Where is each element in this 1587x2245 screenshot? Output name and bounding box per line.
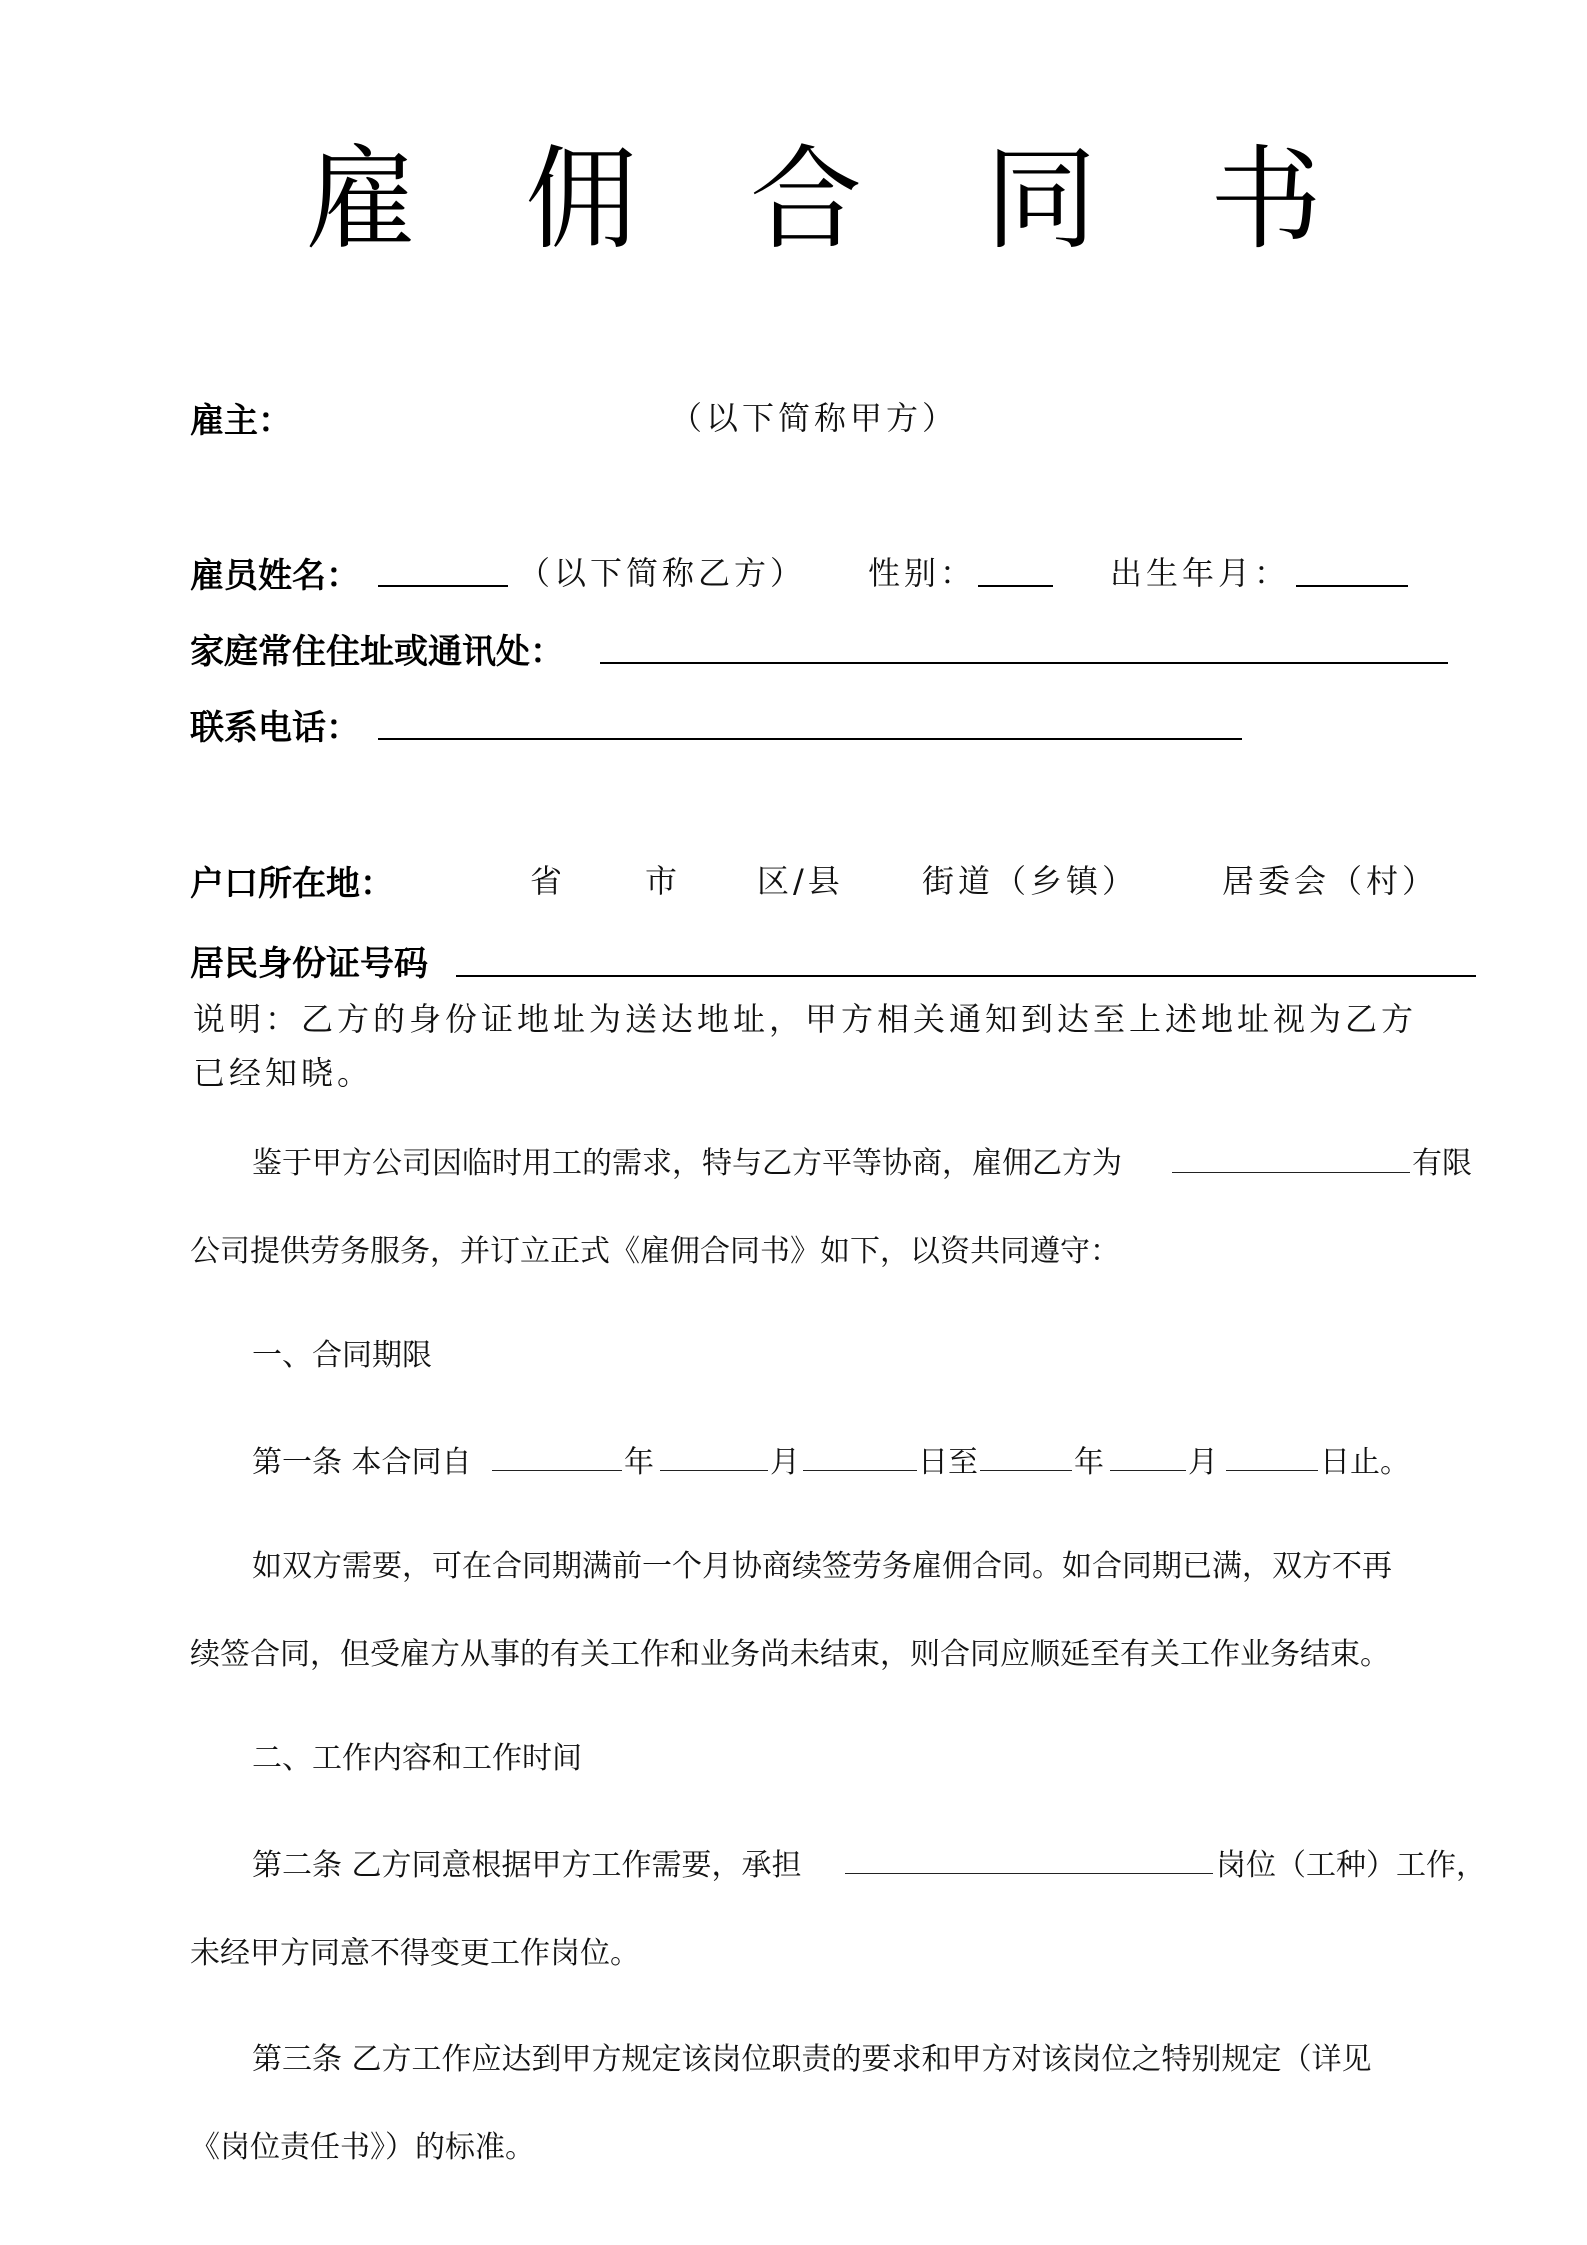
- end-day-unit: 日止。: [1320, 1445, 1410, 1480]
- note-line-1: 说明：乙方的身份证地址为送达地址，甲方相关通知到达至上述地址视为乙方: [193, 1000, 1418, 1038]
- article-1-text: 第一条 本合同自: [252, 1445, 472, 1480]
- position-field[interactable]: [845, 1873, 1213, 1874]
- gender-field[interactable]: [978, 585, 1053, 587]
- title-char-2: 佣: [525, 135, 637, 265]
- hukou-committee: 居委会（村）: [1222, 862, 1439, 900]
- section-2-heading: 二、工作内容和工作时间: [252, 1741, 582, 1776]
- article-2-end: 岗位（工种）工作，: [1216, 1848, 1486, 1883]
- end-day-field[interactable]: [1226, 1470, 1318, 1471]
- start-year-field[interactable]: [492, 1470, 622, 1471]
- note-line-2: 已经知晓。: [193, 1054, 374, 1092]
- hukou-district: 区/县: [757, 862, 844, 900]
- title-char-1: 雇: [305, 135, 417, 265]
- id-label: 居民身份证号码: [190, 944, 428, 984]
- phone-field[interactable]: [378, 738, 1242, 740]
- renew-line-1: 如双方需要，可在合同期满前一个月协商续签劳务雇佣合同。如合同期已满，双方不再: [252, 1549, 1392, 1584]
- birth-field[interactable]: [1296, 585, 1408, 587]
- renew-line-2: 续签合同，但受雇方从事的有关工作和业务尚未结束，则合同应顺延至有关工作业务结束。: [190, 1637, 1390, 1672]
- hukou-label: 户口所在地：: [190, 864, 394, 904]
- employee-name-field[interactable]: [378, 585, 508, 587]
- end-year-unit: 年: [1074, 1445, 1104, 1480]
- company-field[interactable]: [1172, 1172, 1410, 1173]
- intro-line-1-end: 有限: [1412, 1146, 1472, 1181]
- end-month-unit: 月: [1188, 1445, 1218, 1480]
- start-year-unit: 年: [624, 1445, 654, 1480]
- title-char-3: 合: [750, 135, 862, 265]
- employer-note: （以下简称甲方）: [670, 399, 959, 437]
- start-day-unit: 日至: [918, 1445, 978, 1480]
- title-char-5: 书: [1210, 135, 1322, 265]
- employee-note: （以下简称乙方）: [518, 554, 807, 592]
- id-field[interactable]: [456, 975, 1476, 977]
- address-field[interactable]: [600, 662, 1448, 664]
- address-label: 家庭常住住址或通讯处：: [190, 632, 564, 672]
- section-1-heading: 一、合同期限: [252, 1338, 432, 1373]
- intro-line-2: 公司提供劳务服务，并订立正式《雇佣合同书》如下，以资共同遵守：: [190, 1234, 1120, 1269]
- document-title: [0, 130, 1587, 270]
- article-3-line-1: 第三条 乙方工作应达到甲方规定该岗位职责的要求和甲方对该岗位之特别规定（详见: [252, 2042, 1372, 2077]
- start-month-unit: 月: [770, 1445, 800, 1480]
- employee-name-label: 雇员姓名：: [190, 556, 360, 596]
- hukou-street: 街道（乡镇）: [922, 862, 1139, 900]
- start-month-field[interactable]: [660, 1470, 768, 1471]
- title-char-4: 同: [985, 135, 1097, 265]
- intro-line-1: 鉴于甲方公司因临时用工的需求，特与乙方平等协商，雇佣乙方为: [252, 1146, 1122, 1181]
- start-day-field[interactable]: [803, 1470, 917, 1471]
- birth-label: 出生年月：: [1110, 554, 1291, 592]
- gender-label: 性别：: [868, 554, 977, 592]
- hukou-province: 省: [530, 862, 567, 900]
- end-year-field[interactable]: [980, 1470, 1072, 1471]
- phone-label: 联系电话：: [190, 708, 360, 748]
- article-2-text: 第二条 乙方同意根据甲方工作需要，承担: [252, 1848, 802, 1883]
- end-month-field[interactable]: [1110, 1470, 1186, 1471]
- article-2-line-2: 未经甲方同意不得变更工作岗位。: [190, 1936, 640, 1971]
- article-3-line-2: 《岗位责任书》）的标准。: [190, 2130, 535, 2165]
- hukou-city: 市: [645, 862, 682, 900]
- employer-label: 雇主：: [190, 401, 292, 441]
